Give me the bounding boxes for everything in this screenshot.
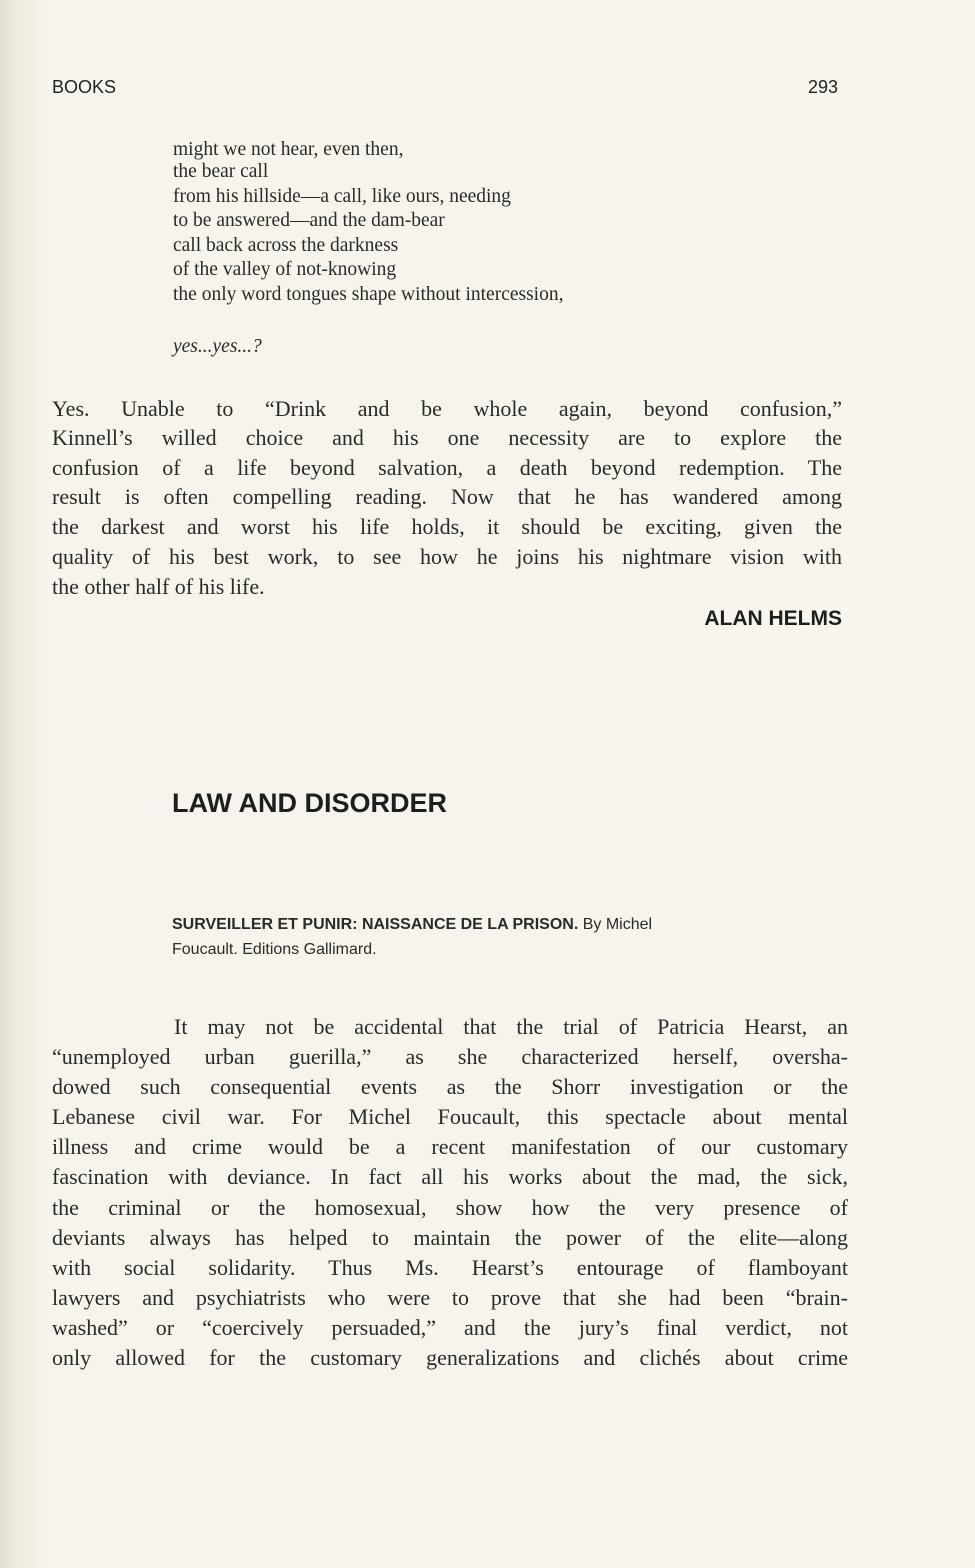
poem-closing: yes...yes...? — [173, 336, 262, 357]
text-line: “unemployed urban guerilla,” as she characterized herself, oversha- — [52, 1044, 848, 1069]
poem-line: of the valley of not-knowing — [173, 259, 397, 280]
book-title: SURVEILLER ET PUNIR: NAISSANCE DE LA PRISON. — [172, 916, 579, 933]
running-header: BOOKS — [52, 77, 117, 97]
review-title: LAW AND DISORDER — [172, 788, 447, 818]
text-line: quality of his best work, to see how he joins his nightmare vision with — [52, 544, 842, 569]
text-line: the other half of his life. — [52, 574, 265, 599]
poem-line: call back across the darkness — [173, 235, 399, 256]
text-line: fascination with deviance. In fact all his works about the mad, the sick, — [52, 1164, 848, 1189]
text-line: the darkest and worst his life holds, it should be exciting, given the — [52, 514, 842, 539]
text-line: Yes. Unable to “Drink and be whole again, beyond confusion,” — [52, 396, 842, 421]
text-line: Kinnell’s willed choice and his one necessity are to explore the — [52, 425, 842, 450]
text-line: Lebanese civil war. For Michel Foucault, this spectacle about mental — [52, 1104, 848, 1129]
book-citation — [172, 915, 840, 935]
text-line: washed” or “coercively persuaded,” and the jury’s final verdict, not — [52, 1315, 848, 1340]
text-line: the criminal or the homosexual, show how the very presence of — [52, 1195, 848, 1220]
page-number: 293 — [808, 77, 839, 97]
text-line: confusion of a life beyond salvation, a death beyond redemption. The — [52, 455, 842, 480]
text-line: result is often compelling reading. Now that he has wandered among — [52, 484, 842, 509]
poem-line: to be answered—and the dam-bear — [173, 210, 445, 231]
poem-line: might we not hear, even then, — [173, 139, 404, 160]
poem-line: the only word tongues shape without intercession, — [173, 284, 564, 305]
text-line: lawyers and psychiatrists who were to prove that she had been “brain- — [52, 1285, 848, 1310]
poem-line: the bear call — [173, 161, 269, 182]
text-line: illness and crime would be a recent manifestation of our customary — [52, 1134, 848, 1159]
text-line: deviants always has helped to maintain the power of the elite—along — [52, 1225, 848, 1250]
text-line: dowed such consequential events as the Shorr investigation or the — [52, 1074, 848, 1099]
reviewer-signature: ALAN HELMS — [704, 607, 842, 630]
byline: By Michel — [582, 916, 653, 933]
byline-continued: Foucault. Editions Gallimard. — [172, 941, 377, 958]
text-line: only allowed for the customary generalizations and clichés about crime — [52, 1345, 848, 1370]
text-line: It may not be accidental that the trial of Patricia Hearst, an — [174, 1014, 848, 1039]
poem-line: from his hillside—a call, like ours, needing — [173, 186, 511, 207]
text-line: with social solidarity. Thus Ms. Hearst’s entourage of flamboyant — [52, 1255, 848, 1280]
